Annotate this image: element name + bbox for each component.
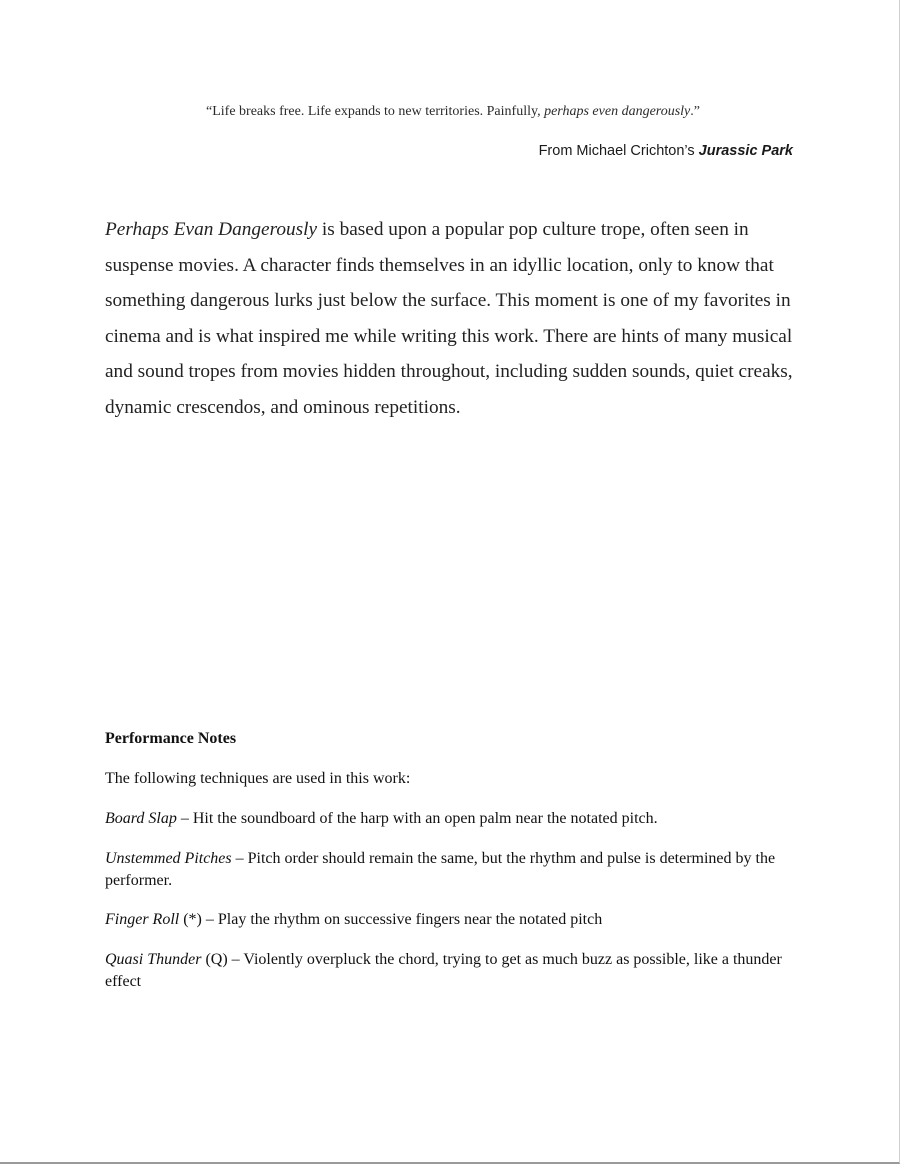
attribution-prefix: From Michael Crichton’s xyxy=(538,143,699,159)
attribution-book-title: Jurassic Park xyxy=(698,143,793,159)
epigraph-quote-open: “Life breaks free. Life expands to new territories. Painfully, xyxy=(206,104,545,119)
technique-description: – Hit the soundboard of the harp with an open palm near the notated pitch. xyxy=(176,810,658,827)
program-note-body: is based upon a popular pop culture trope, often seen in suspense movies. A character finds themselves in an idyllic location, only to know that something dangerous lurks just below the surface. This moment is one of my favorites in cinema and is what inspired me while writing this work. There are hints of many musical and sound tropes from movies hidden throughout, including sudden sounds, quiet creaks, dynamic crescendos, and ominous repetitions. xyxy=(105,219,793,418)
performance-notes-intro: The following techniques are used in this work: xyxy=(105,770,411,787)
technique-unstemmed-pitches xyxy=(105,848,795,892)
epigraph-quote-close: .” xyxy=(690,104,700,119)
technique-description: – Pitch order should remain the same, but the rhythm and pulse is determined by the performer. xyxy=(105,850,776,889)
program-note xyxy=(105,212,805,426)
technique-board-slap xyxy=(105,808,795,830)
piece-title: Perhaps Evan Dangerously xyxy=(105,219,318,240)
technique-name: Unstemmed Pitches xyxy=(105,850,232,867)
technique-name: Board Slap xyxy=(105,810,177,827)
technique-description: (Q) – Violently overpluck the chord, trying to get as much buzz as possible, like a thunder effect xyxy=(105,951,782,990)
performance-notes-heading: Performance Notes xyxy=(105,730,237,747)
technique-name: Quasi Thunder xyxy=(105,951,202,968)
performance-notes xyxy=(105,727,805,990)
epigraph-quote-italic: perhaps even dangerously xyxy=(544,104,691,119)
technique-finger-roll xyxy=(105,909,795,931)
epigraph-attribution xyxy=(539,143,793,159)
technique-name: Finger Roll xyxy=(105,911,180,928)
epigraph-quote xyxy=(0,104,900,120)
technique-description: (*) – Play the rhythm on successive fingers near the notated pitch xyxy=(179,911,603,928)
technique-quasi-thunder xyxy=(105,949,795,993)
